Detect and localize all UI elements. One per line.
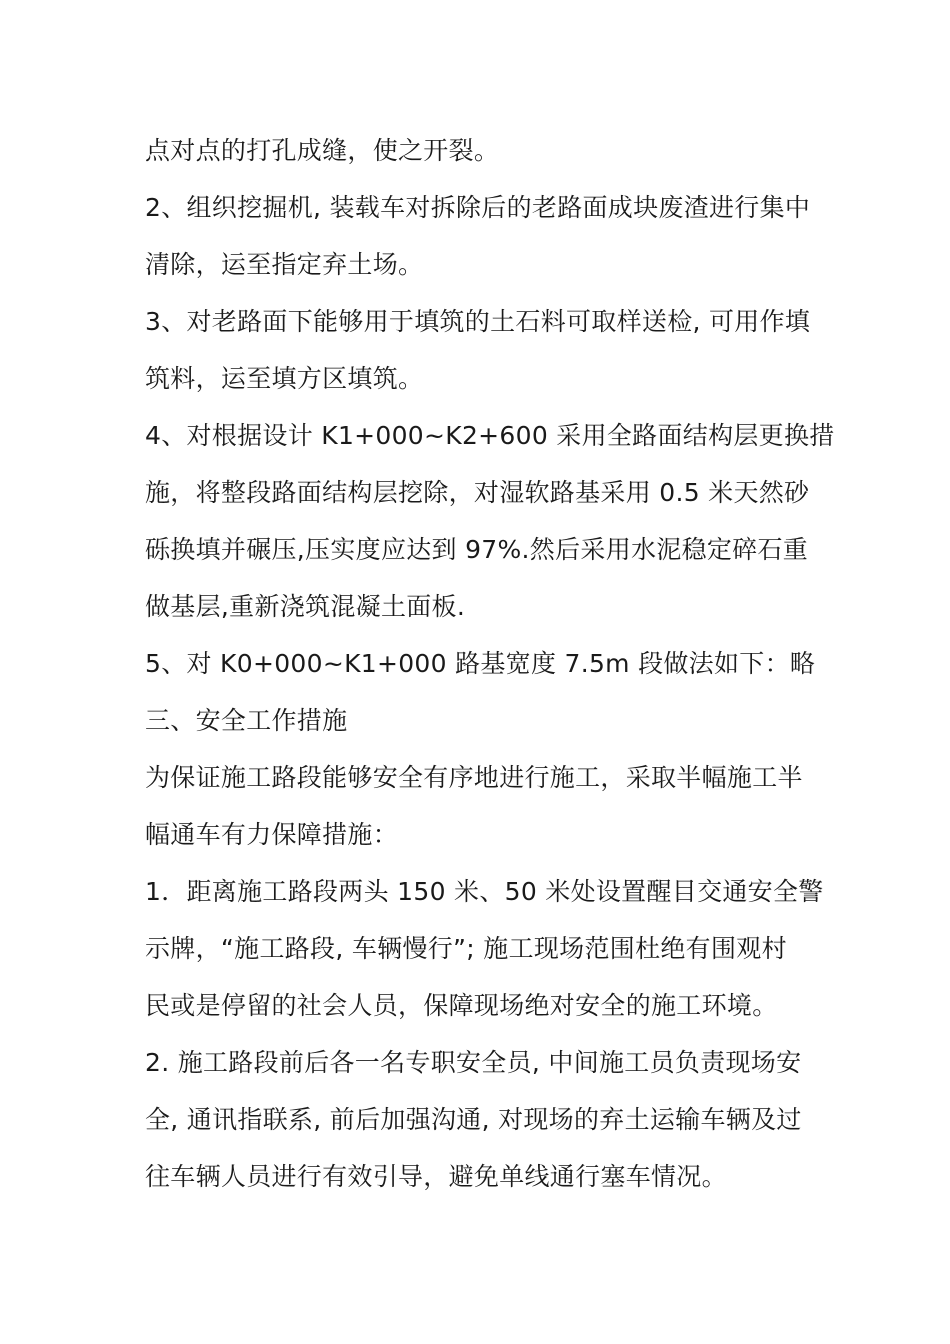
- text-line: 1．距离施工路段两头 150 米、50 米处设置醒目交通安全警: [145, 877, 824, 906]
- text-line: 民或是停留的社会人员，保障现场绝对安全的施工环境。: [145, 991, 778, 1020]
- text-line: 施，将整段路面结构层挖除，对湿软路基采用 0.5 米天然砂: [145, 478, 810, 507]
- text-line: 做基层,重新浇筑混凝土面板.: [145, 592, 466, 621]
- text-line: 全, 通讯指联系, 前后加强沟通, 对现场的弃土运输车辆及过: [145, 1105, 802, 1134]
- text-line: 2、组织挖掘机, 装载车对拆除后的老路面成块废渣进行集中: [145, 193, 811, 222]
- text-line: 点对点的打孔成缝，使之开裂。: [145, 136, 500, 165]
- text-line: 清除，运至指定弃土场。: [145, 250, 424, 279]
- section-heading: 三、安全工作措施: [145, 706, 348, 735]
- text-line: 3、对老路面下能够用于填筑的土石料可取样送检, 可用作填: [145, 307, 811, 336]
- text-line: 筑料，运至填方区填筑。: [145, 364, 424, 393]
- text-line: 4、对根据设计 K1+000~K2+600 采用全路面结构层更换措: [145, 421, 835, 450]
- text-line: 幅通车有力保障措施：: [145, 820, 399, 849]
- text-line: 2. 施工路段前后各一名专职安全员, 中间施工员负责现场安: [145, 1048, 802, 1077]
- text-line: 为保证施工路段能够安全有序地进行施工，采取半幅施工半: [145, 763, 803, 792]
- text-line: 5、对 K0+000~K1+000 路基宽度 7.5m 段做法如下：略: [145, 649, 816, 678]
- text-line: 砾换填并碾压,压实度应达到 97%.然后采用水泥稳定碎石重: [145, 535, 809, 564]
- text-line: 往车辆人员进行有效引导，避免单线通行塞车情况。: [145, 1162, 727, 1191]
- text-line: 示牌，“施工路段, 车辆慢行”; 施工现场范围杜绝有围观村: [145, 934, 787, 963]
